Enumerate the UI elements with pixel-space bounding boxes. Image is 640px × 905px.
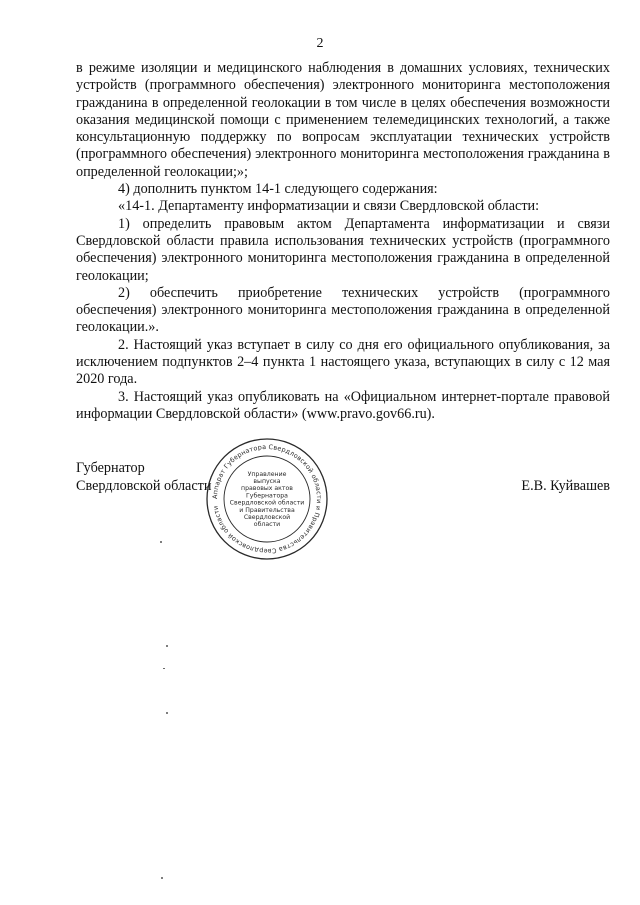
scan-speck: [166, 712, 168, 714]
paragraph-14-1-sub-1: 1) определить правовым актом Департамента информатизации и связи Свердловской области правила использования технических устройств (программного обеспечения) электронного мониторинга местоположения гражданина в определенной геолокации;: [76, 215, 610, 284]
stamp-ring-text: Аппарат Губернатора Свердловской области и Правительства Свердловской области: [210, 442, 324, 556]
stamp-center-line: Управление: [247, 470, 287, 478]
paragraph-continuation: в режиме изоляции и медицинского наблюдения в домашних условиях, технических устройств (программного обеспечения) электронного мониторинга местоположения гражданина в определенной геолокации в том числе в целях обеспечения возможности оказания медицинской помощи с применением телемедицинских технологий, а также консультационную поддержку по вопросам эксплуатации технических устройств (программного обеспечения) электронного мониторинга местоположения гражданина в определенной геолокации;»;: [76, 60, 610, 180]
scan-speck: [166, 645, 168, 647]
signatory-title-line-1: Губернатор: [76, 460, 145, 476]
stamp-center-line: области: [253, 521, 281, 529]
page-number: 2: [316, 36, 324, 51]
scan-speck: [161, 877, 163, 879]
signature-block: [76, 460, 610, 520]
paragraph-14-1-heading: «14-1. Департаменту информатизации и связи Свердловской области:: [118, 198, 540, 215]
stamp-center-line: правовых актов: [241, 485, 293, 493]
paragraph-14-1-sub-2: 2) обеспечить приобретение технических устройств (программного обеспечения) электронного мониторинга местоположения гражданина в определенной геолокации.».: [76, 284, 610, 336]
stamp-center-line: Губернатора: [246, 492, 288, 500]
paragraph-effective-date: 2. Настоящий указ вступает в силу со дня его официального опубликования, за исключением подпунктов 2–4 пункта 1 настоящего указа, вступающих в силу с 12 мая 2020 года.: [76, 336, 610, 388]
stamp-center-line: выпуска: [253, 478, 281, 485]
scan-speck: [160, 541, 162, 543]
paragraph-item-4: 4) дополнить пунктом 14-1 следующего содержания:: [118, 181, 438, 198]
stamp-center-line: Свердловской: [243, 514, 291, 521]
document-body: [76, 60, 610, 423]
signatory-title-line-2: Свердловской области: [76, 477, 212, 494]
official-stamp: [204, 436, 330, 562]
stamp-center-line: и Правительства: [239, 506, 295, 514]
scan-speck: [163, 668, 165, 669]
signatory-name: Е.В. Куйвашев: [521, 477, 610, 494]
signatory-title: [76, 460, 211, 495]
stamp-center-line: Свердловской области: [229, 499, 305, 507]
paragraph-publication: 3. Настоящий указ опубликовать на «Официальном интернет-портале правовой информации Свердловской области» (www.pravo.gov66.ru).: [76, 388, 610, 422]
